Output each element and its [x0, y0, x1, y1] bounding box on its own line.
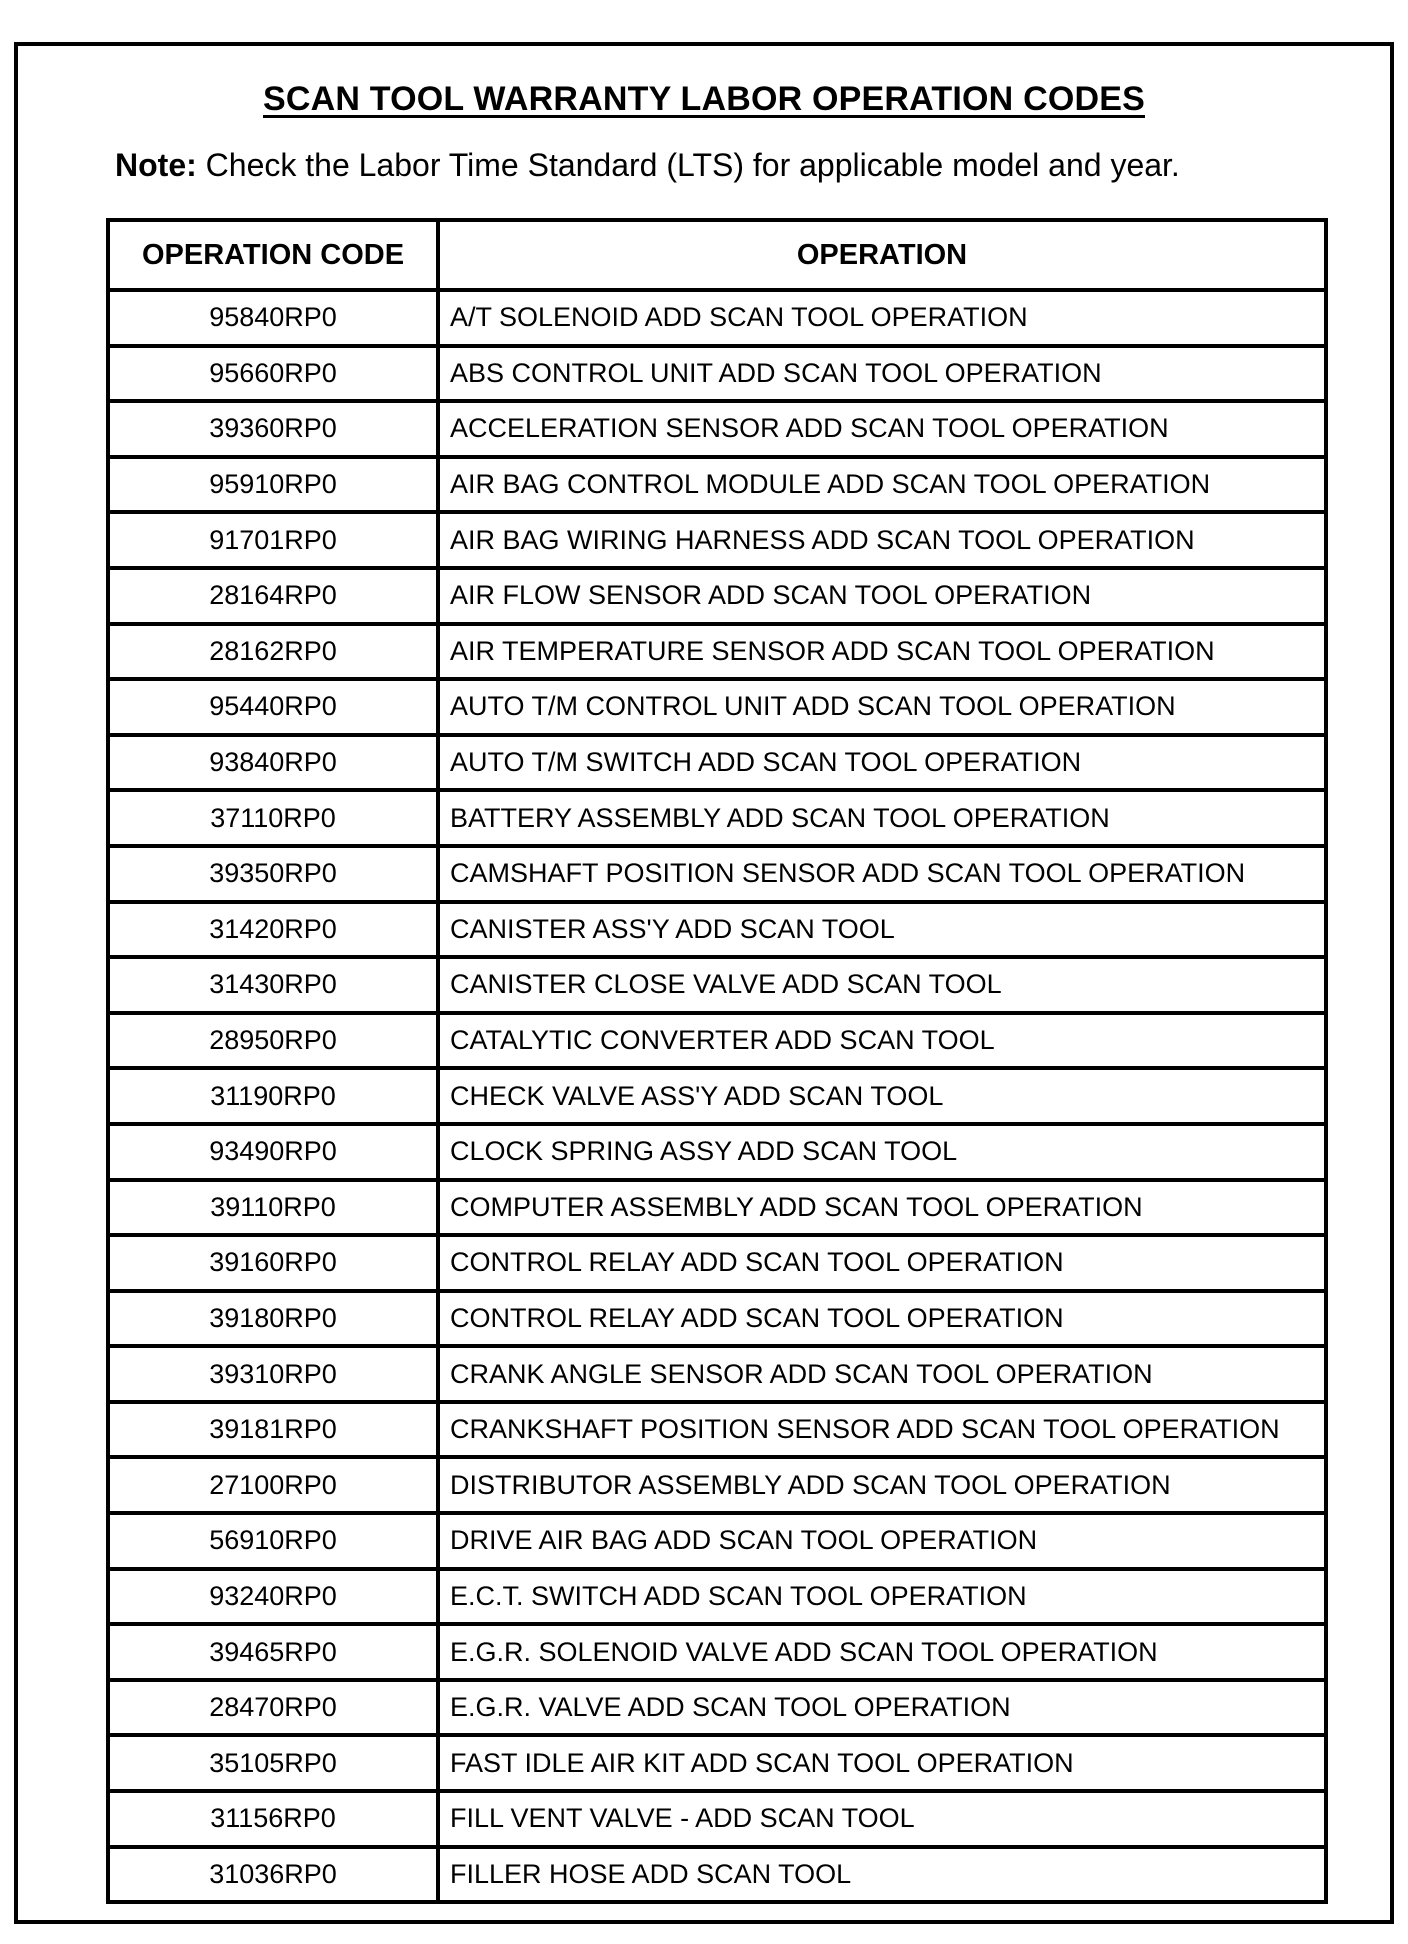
operation-code-cell: 39160RP0 — [108, 1235, 438, 1291]
header-operation: OPERATION — [438, 220, 1326, 290]
table-body — [108, 290, 1326, 1902]
operation-code-cell: 31036RP0 — [108, 1847, 438, 1903]
operation-description-cell: AIR BAG CONTROL MODULE ADD SCAN TOOL OPERATION — [438, 457, 1326, 513]
operation-code-cell: 39465RP0 — [108, 1624, 438, 1680]
operation-code-cell: 95910RP0 — [108, 457, 438, 513]
operation-code-cell: 31190RP0 — [108, 1068, 438, 1124]
operation-code-cell: 91701RP0 — [108, 512, 438, 568]
operation-codes-table — [106, 218, 1328, 1904]
table-row — [108, 457, 1326, 513]
operation-code-cell: 39180RP0 — [108, 1291, 438, 1347]
operation-code-cell: 31420RP0 — [108, 902, 438, 958]
operation-code-cell: 28162RP0 — [108, 624, 438, 680]
operation-description-cell: CRANKSHAFT POSITION SENSOR ADD SCAN TOOL OPERATION — [438, 1402, 1326, 1458]
operation-code-cell: 39360RP0 — [108, 401, 438, 457]
operation-code-cell: 31430RP0 — [108, 957, 438, 1013]
table-row — [108, 679, 1326, 735]
operation-code-cell: 56910RP0 — [108, 1513, 438, 1569]
operation-description-cell: CANISTER ASS'Y ADD SCAN TOOL — [438, 902, 1326, 958]
table-row — [108, 1847, 1326, 1903]
operation-code-cell: 39310RP0 — [108, 1346, 438, 1402]
operation-description-cell: E.G.R. SOLENOID VALVE ADD SCAN TOOL OPERATION — [438, 1624, 1326, 1680]
operation-code-cell: 35105RP0 — [108, 1735, 438, 1791]
operation-description-cell: CLOCK SPRING ASSY ADD SCAN TOOL — [438, 1124, 1326, 1180]
operation-code-cell: 95840RP0 — [108, 290, 438, 346]
table-row — [108, 846, 1326, 902]
operation-code-cell: 39181RP0 — [108, 1402, 438, 1458]
table-row — [108, 1513, 1326, 1569]
table-row — [108, 290, 1326, 346]
note-text: Check the Labor Time Standard (LTS) for applicable model and year. — [205, 147, 1180, 183]
operation-description-cell: DISTRIBUTOR ASSEMBLY ADD SCAN TOOL OPERATION — [438, 1457, 1326, 1513]
operation-description-cell: E.C.T. SWITCH ADD SCAN TOOL OPERATION — [438, 1569, 1326, 1625]
table-row — [108, 1624, 1326, 1680]
operation-description-cell: AIR TEMPERATURE SENSOR ADD SCAN TOOL OPERATION — [438, 624, 1326, 680]
operation-code-cell: 93840RP0 — [108, 735, 438, 791]
operation-description-cell: AUTO T/M CONTROL UNIT ADD SCAN TOOL OPERATION — [438, 679, 1326, 735]
table-row — [108, 1068, 1326, 1124]
table-row — [108, 1124, 1326, 1180]
operation-code-cell: 95440RP0 — [108, 679, 438, 735]
operation-code-cell: 27100RP0 — [108, 1457, 438, 1513]
table-row — [108, 735, 1326, 791]
table-row — [108, 1291, 1326, 1347]
table-row — [108, 1569, 1326, 1625]
table-row — [108, 1013, 1326, 1069]
operation-description-cell: FILLER HOSE ADD SCAN TOOL — [438, 1847, 1326, 1903]
table-row — [108, 1346, 1326, 1402]
table-header-row — [108, 220, 1326, 290]
operation-code-cell: 28470RP0 — [108, 1680, 438, 1736]
table-row — [108, 790, 1326, 846]
operation-description-cell: COMPUTER ASSEMBLY ADD SCAN TOOL OPERATION — [438, 1180, 1326, 1236]
table-row — [108, 1791, 1326, 1847]
table-row — [108, 568, 1326, 624]
table-row — [108, 902, 1326, 958]
operation-description-cell: E.G.R. VALVE ADD SCAN TOOL OPERATION — [438, 1680, 1326, 1736]
operation-code-cell: 39110RP0 — [108, 1180, 438, 1236]
operation-description-cell: DRIVE AIR BAG ADD SCAN TOOL OPERATION — [438, 1513, 1326, 1569]
operation-code-cell: 39350RP0 — [108, 846, 438, 902]
operation-description-cell: CHECK VALVE ASS'Y ADD SCAN TOOL — [438, 1068, 1326, 1124]
operation-description-cell: AIR BAG WIRING HARNESS ADD SCAN TOOL OPERATION — [438, 512, 1326, 568]
operation-code-cell: 31156RP0 — [108, 1791, 438, 1847]
table-row — [108, 1735, 1326, 1791]
operation-description-cell: CONTROL RELAY ADD SCAN TOOL OPERATION — [438, 1291, 1326, 1347]
table-row — [108, 957, 1326, 1013]
table-row — [108, 512, 1326, 568]
header-operation-code: OPERATION CODE — [108, 220, 438, 290]
operation-description-cell: CRANK ANGLE SENSOR ADD SCAN TOOL OPERATION — [438, 1346, 1326, 1402]
operation-description-cell: CANISTER CLOSE VALVE ADD SCAN TOOL — [438, 957, 1326, 1013]
table-row — [108, 1457, 1326, 1513]
operation-description-cell: CAMSHAFT POSITION SENSOR ADD SCAN TOOL OPERATION — [438, 846, 1326, 902]
operation-description-cell: FAST IDLE AIR KIT ADD SCAN TOOL OPERATION — [438, 1735, 1326, 1791]
table-row — [108, 401, 1326, 457]
document-title: SCAN TOOL WARRANTY LABOR OPERATION CODES — [263, 80, 1145, 118]
operation-code-cell: 28164RP0 — [108, 568, 438, 624]
operation-code-cell: 93490RP0 — [108, 1124, 438, 1180]
operation-description-cell: ABS CONTROL UNIT ADD SCAN TOOL OPERATION — [438, 346, 1326, 402]
table-row — [108, 1235, 1326, 1291]
operation-description-cell: FILL VENT VALVE - ADD SCAN TOOL — [438, 1791, 1326, 1847]
operation-description-cell: AUTO T/M SWITCH ADD SCAN TOOL OPERATION — [438, 735, 1326, 791]
note-label: Note: — [115, 147, 197, 183]
table-row — [108, 1180, 1326, 1236]
operation-code-cell: 93240RP0 — [108, 1569, 438, 1625]
operation-description-cell: CONTROL RELAY ADD SCAN TOOL OPERATION — [438, 1235, 1326, 1291]
table-row — [108, 1402, 1326, 1458]
operation-code-cell: 95660RP0 — [108, 346, 438, 402]
operation-code-cell: 28950RP0 — [108, 1013, 438, 1069]
operation-description-cell: ACCELERATION SENSOR ADD SCAN TOOL OPERATION — [438, 401, 1326, 457]
operation-description-cell: BATTERY ASSEMBLY ADD SCAN TOOL OPERATION — [438, 790, 1326, 846]
operation-description-cell: A/T SOLENOID ADD SCAN TOOL OPERATION — [438, 290, 1326, 346]
note-line — [115, 147, 1180, 184]
table-row — [108, 624, 1326, 680]
operation-description-cell: CATALYTIC CONVERTER ADD SCAN TOOL — [438, 1013, 1326, 1069]
table-row — [108, 346, 1326, 402]
operation-description-cell: AIR FLOW SENSOR ADD SCAN TOOL OPERATION — [438, 568, 1326, 624]
table-row — [108, 1680, 1326, 1736]
operation-code-cell: 37110RP0 — [108, 790, 438, 846]
